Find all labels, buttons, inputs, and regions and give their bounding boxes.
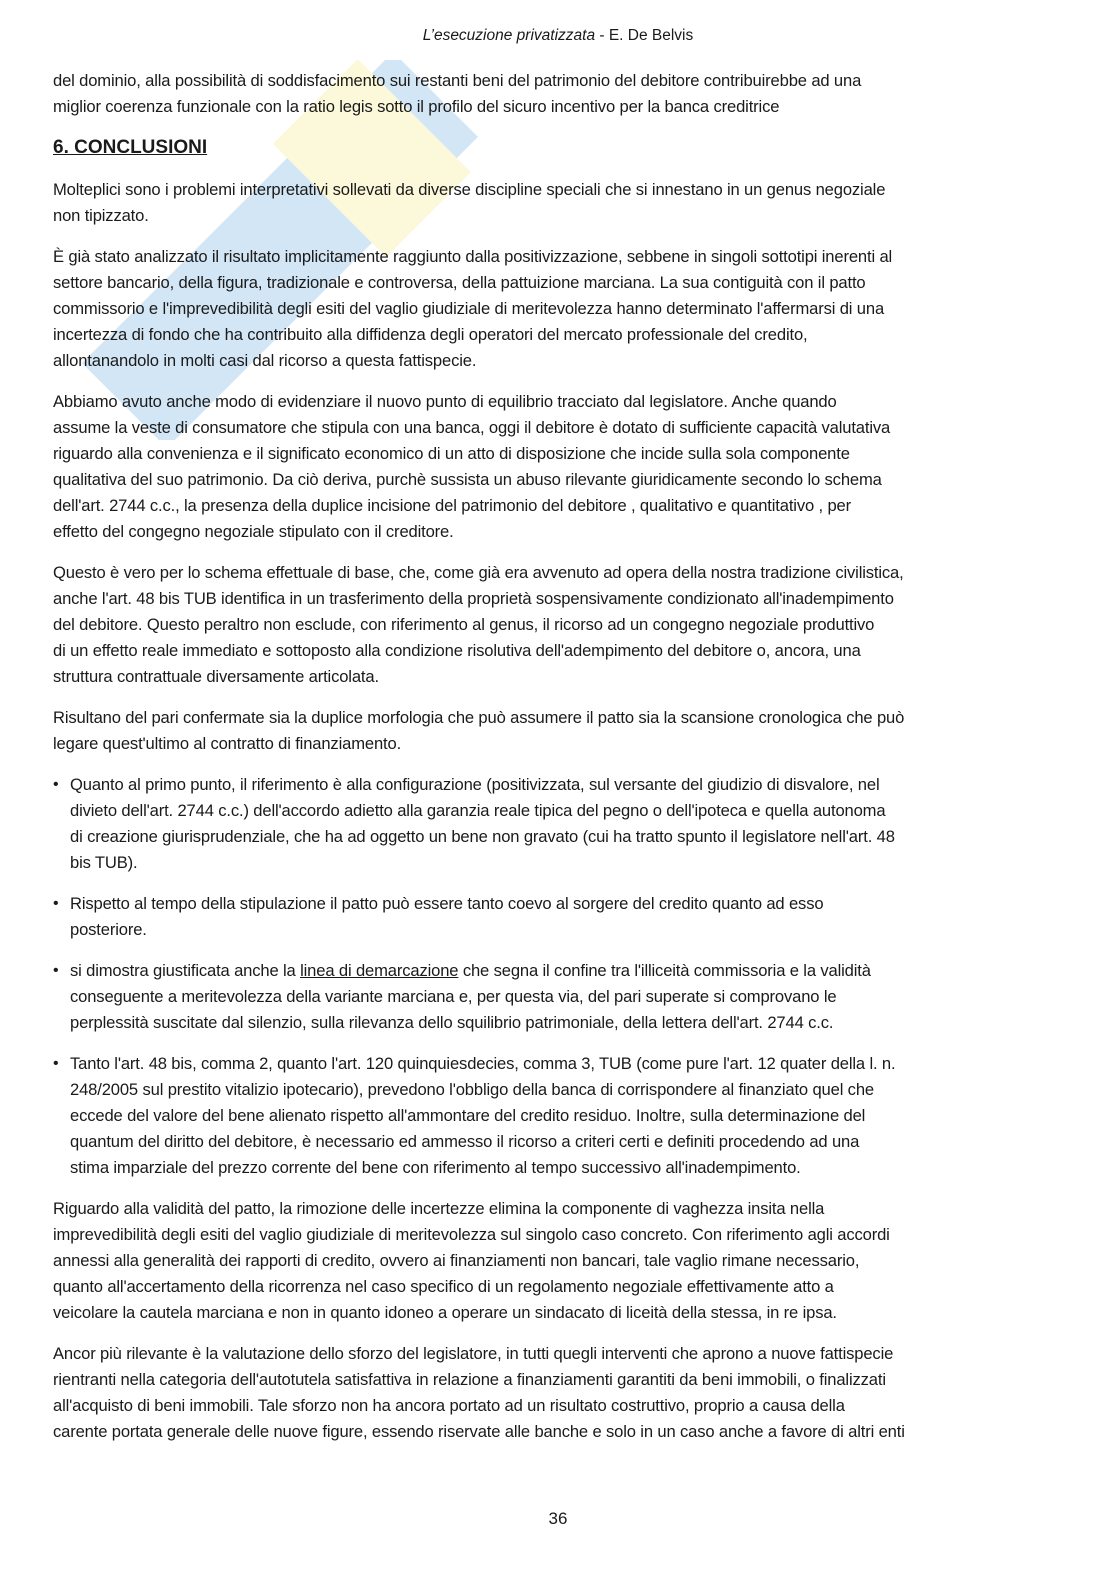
text-line: imprevedibilità degli esiti del vaglio giudiziale di meritevolezza sul singolo caso concreto. Con riferimento agli accordi bbox=[53, 1225, 890, 1244]
text-line bbox=[70, 958, 1063, 984]
text-line: Questo è vero per lo schema effettuale di base, che, come già era avvenuto ad opera della nostra tradizione civilistica, bbox=[53, 563, 904, 582]
text-line: dell'art. 2744 c.c., la presenza della duplice incisione del patrimonio del debitore , qualitativo e quantitativo , per bbox=[53, 496, 851, 515]
text-line: assume la veste di consumatore che stipula con una banca, oggi il debitore è dotato di sufficiente capacità valutativa bbox=[53, 418, 891, 437]
page-body bbox=[53, 68, 1063, 1460]
text-line: qualitativa del suo patrimonio. Da ciò deriva, purchè sussista un abuso rilevante giuridicamente secondo lo schema bbox=[53, 470, 882, 489]
paragraph bbox=[53, 389, 1063, 545]
bullet-icon: • bbox=[53, 962, 59, 979]
text-line: quanto all'accertamento della ricorrenza nel caso specifico di un regolamento negoziale effettivamente atto a bbox=[53, 1277, 834, 1296]
paragraph bbox=[53, 177, 1063, 229]
text-line: Rispetto al tempo della stipulazione il patto può essere tanto coevo al sorgere del credito quanto ad esso bbox=[70, 894, 824, 913]
text-line: anche l'art. 48 bis TUB identifica in un trasferimento della proprietà sospensivamente condizionato all'inadempimento bbox=[53, 589, 894, 608]
paragraph bbox=[53, 68, 1063, 120]
text-line: all'acquisto di beni immobili. Tale sforzo non ha ancora portato ad un risultato costruttivo, proprio a causa della bbox=[53, 1396, 845, 1415]
text-line: conseguente a meritevolezza della variante marciana e, per questa via, del pari superate si comprovano le bbox=[70, 987, 837, 1006]
text-line: allontanandolo in molti casi dal ricorso a questa fattispecie. bbox=[53, 351, 477, 370]
text-line: rientranti nella categoria dell'autotutela satisfattiva in relazione a finanziamenti garantiti da beni immobili, o finalizzati bbox=[53, 1370, 886, 1389]
text-line: effetto del congegno negoziale stipulato con il creditore. bbox=[53, 522, 454, 541]
bullet-item bbox=[53, 891, 1063, 943]
text-line: veicolare la cautela marciana e non in quanto idoneo a operare un sindacato di liceità della stessa, in re ipsa. bbox=[53, 1303, 837, 1322]
paragraph bbox=[53, 1196, 1063, 1326]
document-title: L’esecuzione privatizzata bbox=[422, 27, 596, 44]
text-line: quantum del diritto del debitore, è necessario ed ammesso il ricorso a criteri certi e definiti procedendo ad una bbox=[70, 1132, 860, 1151]
text-line: 248/2005 sul prestito vitalizio ipotecario), prevedono l'obbligo della banca di corrispondere al finanziato quel che bbox=[70, 1080, 874, 1099]
bullet-item bbox=[53, 1051, 1063, 1181]
text-fragment: che segna il confine tra l'illiceità commissoria e la validità bbox=[458, 961, 871, 980]
text-line: settore bancario, della figura, tradizionale e controversa, della pattuizione marciana. La sua contiguità con il patto bbox=[53, 273, 866, 292]
text-line: divieto dell'art. 2744 c.c.) dell'accordo adietto alla garanzia reale tipica del pegno o dell'ipoteca e quella autonoma bbox=[70, 801, 886, 820]
text-line: di un effetto reale immediato e sottoposto alla condizione risolutiva dell'adempimento del debitore o, ancora, una bbox=[53, 641, 861, 660]
text-line: Ancor più rilevante è la valutazione dello sforzo del legislatore, in tutti quegli interventi che aprono a nuove fattispecie bbox=[53, 1344, 894, 1363]
text-line: Abbiamo avuto anche modo di evidenziare il nuovo punto di equilibrio tracciato dal legislatore. Anche quando bbox=[53, 392, 837, 411]
bullet-icon: • bbox=[53, 1055, 59, 1072]
text-line: Molteplici sono i problemi interpretativi sollevati da diverse discipline speciali che si innestano in un genus negoziale bbox=[53, 180, 886, 199]
text-line: del debitore. Questo peraltro non esclude, con riferimento al genus, il ricorso ad un congegno negoziale produttivo bbox=[53, 615, 875, 634]
paragraph bbox=[53, 244, 1063, 374]
text-line: Risultano del pari confermate sia la duplice morfologia che può assumere il patto sia la scansione cronologica che può bbox=[53, 708, 905, 727]
underlined-text: linea di demarcazione bbox=[300, 961, 459, 980]
text-line: non tipizzato. bbox=[53, 206, 149, 225]
text-line: Riguardo alla validità del patto, la rimozione delle incertezze elimina la componente di vaghezza insita nella bbox=[53, 1199, 825, 1218]
text-line: annessi alla generalità dei rapporti di credito, ovvero ai finanziamenti non bancari, tale vaglio rimane necessario, bbox=[53, 1251, 860, 1270]
document-author: - E. De Belvis bbox=[595, 27, 694, 44]
paragraph bbox=[53, 1341, 1063, 1445]
text-fragment: si dimostra giustificata anche la bbox=[70, 961, 301, 980]
text-line: struttura contrattuale diversamente articolata. bbox=[53, 667, 379, 686]
text-line: È già stato analizzato il risultato implicitamente raggiunto dalla positivizzazione, sebbene in singoli sottotipi inerenti al bbox=[53, 247, 893, 266]
running-header bbox=[0, 27, 1116, 45]
page-number: 36 bbox=[548, 1509, 568, 1528]
section-heading: 6. CONCLUSIONI bbox=[53, 137, 208, 158]
bullet-item bbox=[53, 958, 1063, 1036]
paragraph bbox=[53, 705, 1063, 757]
text-line: stima imparziale del prezzo corrente del bene con riferimento al tempo successivo all'inadempimento. bbox=[70, 1158, 801, 1177]
text-line: legare quest'ultimo al contratto di finanziamento. bbox=[53, 734, 402, 753]
text-line: eccede del valore del bene alienato rispetto all'ammontare del credito residuo. Inoltre, sulla determinazione del bbox=[70, 1106, 866, 1125]
text-line: miglior coerenza funzionale con la ratio legis sotto il profilo del sicuro incentivo per la banca creditrice bbox=[53, 97, 780, 116]
text-line: bis TUB). bbox=[70, 853, 138, 872]
text-line: riguardo alla convenienza e il significato economico di un atto di disposizione che incide sulla sola componente bbox=[53, 444, 850, 463]
text-line: commissorio e l'imprevedibilità degli esiti del vaglio giudiziale di meritevolezza hanno determinato l'affermarsi di una bbox=[53, 299, 885, 318]
bullet-icon: • bbox=[53, 776, 59, 793]
text-line: di creazione giurisprudenziale, che ha ad oggetto un bene non gravato (cui ha tratto spunto il legislatore nell'art. 48 bbox=[70, 827, 895, 846]
bullet-icon: • bbox=[53, 895, 59, 912]
text-line: del dominio, alla possibilità di soddisfacimento sui restanti beni del patrimonio del debitore contribuirebbe ad una bbox=[53, 71, 862, 90]
text-line: Tanto l'art. 48 bis, comma 2, quanto l'art. 120 quinquiesdecies, comma 3, TUB (come pure l'art. 12 quater della l. n. bbox=[70, 1054, 896, 1073]
text-line: Quanto al primo punto, il riferimento è alla configurazione (positivizzata, sul versante del giudizio di disvalore, nel bbox=[70, 775, 880, 794]
paragraph bbox=[53, 560, 1063, 690]
text-line: perplessità suscitate dal silenzio, sulla rilevanza dello squilibrio patrimoniale, della lettera dell'art. 2744 c.c. bbox=[70, 1013, 834, 1032]
text-line: posteriore. bbox=[70, 920, 147, 939]
bullet-item bbox=[53, 772, 1063, 876]
text-line: carente portata generale delle nuove figure, essendo riservate alle banche e solo in un caso anche a favore di altri enti bbox=[53, 1422, 905, 1441]
text-line: incertezza di fondo che ha contribuito alla diffidenza degli operatori del mercato professionale del credito, bbox=[53, 325, 808, 344]
